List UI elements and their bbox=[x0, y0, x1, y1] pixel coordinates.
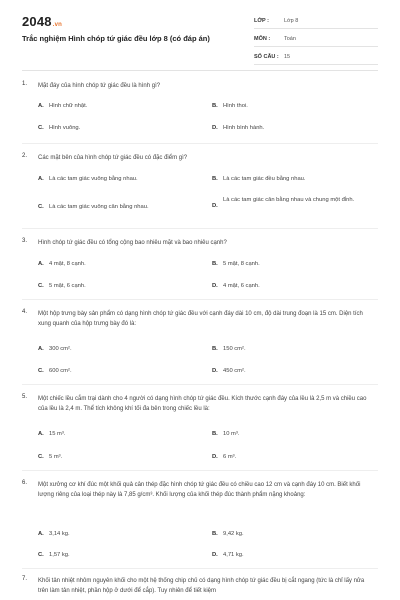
option-c[interactable] bbox=[38, 124, 80, 133]
option-b[interactable] bbox=[212, 102, 248, 111]
option-text: 5 mặt, 6 cạnh. bbox=[49, 283, 86, 289]
option-label: C. bbox=[38, 204, 44, 210]
option-label: A. bbox=[38, 261, 44, 267]
option-label: B. bbox=[212, 431, 218, 437]
option-text: Là các tam giác đều bằng nhau. bbox=[223, 176, 306, 182]
option-text: 15 m³. bbox=[49, 431, 66, 437]
meta-value: Toán bbox=[284, 36, 296, 42]
option-label: A. bbox=[38, 103, 44, 109]
meta-key: LỚP : bbox=[254, 18, 269, 24]
option-d[interactable] bbox=[212, 551, 244, 560]
logo-suffix: .vn bbox=[52, 22, 63, 28]
question-number: 5. bbox=[22, 394, 28, 400]
option-label: B. bbox=[212, 531, 218, 537]
option-d[interactable] bbox=[212, 282, 260, 291]
option-text: Là các tam giác cân bằng nhau và chung một đỉnh. bbox=[223, 197, 355, 203]
option-a[interactable] bbox=[38, 102, 87, 111]
option-label: D. bbox=[212, 552, 218, 558]
option-a[interactable] bbox=[38, 430, 65, 439]
option-text: 3,14 kg. bbox=[49, 531, 70, 537]
option-text: 6 m³. bbox=[223, 454, 237, 460]
option-label: D. bbox=[212, 125, 218, 131]
option-text: Hình vuông. bbox=[49, 125, 81, 131]
question-text: Hình chóp tứ giác đều có tổng cộng bao nhiêu mặt và bao nhiêu cạnh? bbox=[38, 240, 227, 246]
question-divider bbox=[22, 299, 378, 300]
option-label: B. bbox=[212, 103, 218, 109]
option-label: D. bbox=[212, 454, 218, 460]
option-text: 150 cm². bbox=[223, 346, 246, 352]
option-text: Hình bình hành. bbox=[223, 125, 265, 131]
option-label: D. bbox=[212, 368, 218, 374]
meta-key: SỐ CÂU : bbox=[254, 54, 279, 60]
option-label: A. bbox=[38, 346, 44, 352]
question-divider bbox=[22, 143, 378, 144]
question-text: Mặt đáy của hình chóp tứ giác đều là hình gì? bbox=[38, 83, 161, 89]
meta-key: MÔN : bbox=[254, 36, 271, 42]
option-label: B. bbox=[212, 346, 218, 352]
option-text: Là các tam giác vuông cân bằng nhau. bbox=[49, 204, 149, 210]
option-d[interactable] bbox=[212, 367, 246, 376]
question-number: 2. bbox=[22, 153, 28, 159]
option-d[interactable] bbox=[212, 453, 236, 462]
option-text: 4 mặt, 6 cạnh. bbox=[223, 283, 260, 289]
question-divider bbox=[22, 384, 378, 385]
option-text: 5 mặt, 8 cạnh. bbox=[223, 261, 260, 267]
option-b[interactable] bbox=[212, 345, 246, 354]
question-text: Một hộp trưng bày sản phẩm có dạng hình chóp tứ giác đều với cạnh đáy dài 10 cm, độ dài trung đoạn là 15 cm. Diện tích xung quanh của hộp trưng bày đó là: bbox=[38, 311, 363, 327]
option-d[interactable] bbox=[212, 196, 373, 211]
option-a[interactable] bbox=[38, 345, 72, 354]
option-text: 5 m³. bbox=[49, 454, 63, 460]
option-text: 9,42 kg. bbox=[223, 531, 244, 537]
meta-row-subject bbox=[254, 32, 378, 47]
option-text: 300 cm². bbox=[49, 346, 72, 352]
document-header bbox=[0, 0, 400, 70]
question-text: Các mặt bên của hình chóp tứ giác đều có đặc điểm gì? bbox=[38, 155, 188, 161]
meta-row-class bbox=[254, 14, 378, 29]
option-label: B. bbox=[212, 176, 218, 182]
option-text: 450 cm². bbox=[223, 368, 246, 374]
option-c[interactable] bbox=[38, 367, 72, 376]
option-text: 4 mặt, 8 cạnh. bbox=[49, 261, 86, 267]
question-text: Một xưởng cơ khí đúc một khối quả cân thép đặc hình chóp tứ giác đều có chiều cao 12 cm và cạnh đáy 10 cm. Biết khối lượng riêng của loại thép này là 7,85 g/cm³. Khối lượng của khối thép đúc thành phẩm nặng khoảng: bbox=[38, 482, 361, 498]
question-number: 4. bbox=[22, 309, 28, 315]
option-text: Hình chữ nhật. bbox=[49, 103, 88, 109]
option-label: D. bbox=[212, 283, 218, 289]
option-b[interactable] bbox=[212, 175, 306, 184]
option-label: C. bbox=[38, 125, 44, 131]
option-a[interactable] bbox=[38, 175, 138, 184]
option-c[interactable] bbox=[38, 203, 149, 212]
option-text: Là các tam giác vuông bằng nhau. bbox=[49, 176, 138, 182]
option-text: 1,57 kg. bbox=[49, 552, 70, 558]
option-c[interactable] bbox=[38, 551, 70, 560]
question-number: 7. bbox=[22, 576, 28, 582]
option-label: D. bbox=[212, 203, 218, 209]
option-label: A. bbox=[38, 531, 44, 537]
option-label: A. bbox=[38, 431, 44, 437]
option-b[interactable] bbox=[212, 530, 244, 539]
option-b[interactable] bbox=[212, 260, 260, 269]
option-a[interactable] bbox=[38, 260, 86, 269]
question-text: Khối tản nhiệt nhôm nguyên khối cho một hệ thống chip chủ có dạng hình chóp tứ giác đều bị cắt ngang (tức là chỉ lấy nửa trên làm tản nhiệt, phần hộp ở dưới để cắp). Tuy nhiên để tiết kiệm bbox=[38, 578, 365, 594]
meta-row-count bbox=[254, 50, 378, 65]
option-label: C. bbox=[38, 283, 44, 289]
question-number: 1. bbox=[22, 81, 28, 87]
site-logo[interactable] bbox=[22, 14, 62, 29]
question-text: Một chiếc lều cắm trại dành cho 4 người có dạng hình chóp tứ giác đều. Kích thước cạnh đáy của lều là 2,5 m và chiều cao của lều là 2,4 m. Thể tích không khí tối đa bên trong chiếc lều là: bbox=[38, 396, 367, 412]
logo-text: 2048 bbox=[22, 14, 52, 29]
option-label: C. bbox=[38, 552, 44, 558]
option-label: B. bbox=[212, 261, 218, 267]
page-title: Trắc nghiệm Hình chóp tứ giác đều lớp 8 (có đáp án) bbox=[22, 34, 210, 43]
header-divider bbox=[22, 70, 378, 71]
option-text: 4,71 kg. bbox=[223, 552, 244, 558]
option-label: C. bbox=[38, 454, 44, 460]
question-divider bbox=[22, 568, 378, 569]
question-number: 3. bbox=[22, 238, 28, 244]
option-label: A. bbox=[38, 176, 44, 182]
question-divider bbox=[22, 228, 378, 229]
question-number: 6. bbox=[22, 480, 28, 486]
option-a[interactable] bbox=[38, 530, 70, 539]
option-c[interactable] bbox=[38, 453, 62, 462]
option-text: Hình thoi. bbox=[223, 103, 248, 109]
option-c[interactable] bbox=[38, 282, 86, 291]
option-text: 10 m³. bbox=[223, 431, 240, 437]
question-divider bbox=[22, 470, 378, 471]
option-label: C. bbox=[38, 368, 44, 374]
meta-value: Lớp 8 bbox=[284, 18, 299, 24]
meta-panel bbox=[254, 14, 378, 68]
option-b[interactable] bbox=[212, 430, 239, 439]
option-d[interactable] bbox=[212, 124, 264, 133]
meta-value: 15 bbox=[284, 54, 291, 60]
option-text: 600 cm². bbox=[49, 368, 72, 374]
